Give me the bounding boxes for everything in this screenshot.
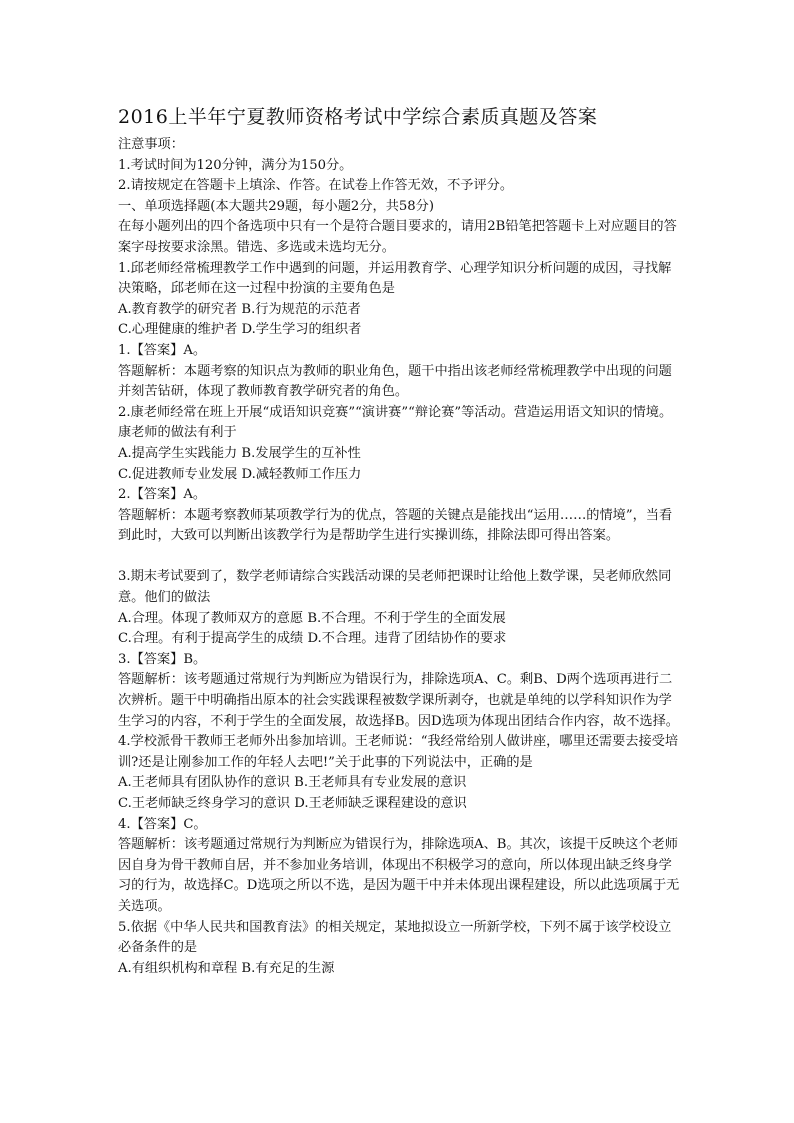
- question-analysis: 答题解析：本题考察教师某项教学行为的优点，答题的关键点是能找出“运用……的情境”，当看到此时，大致可以判断出该教学行为是帮助学生进行实操训练，排除法即可得出答案。: [118, 507, 673, 544]
- question-option: C.合理。有利于提高学生的成绩 D.不合理。违背了团结协作的要求: [118, 631, 507, 647]
- notice-heading: 注意事项：: [118, 137, 184, 152]
- question-answer: 3.【答案】B。: [118, 651, 207, 667]
- question-stem: 3.期末考试要到了，数学老师请综合实践活动课的吴老师把课时让给他上数学课，吴老师欣然同意。他们的做法: [118, 569, 672, 606]
- question-stem: 2.康老师经常在班上开展“成语知识竞赛”“演讲赛”“辩论赛”等活动。营造运用语文知识的情境。康老师的做法有利于: [118, 404, 673, 441]
- notice-item: 2.请按规定在答题卡上填涂、作答。在试卷上作答无效，不予评分。: [118, 178, 514, 194]
- question-option: A.王老师具有团队协作的意识 B.王老师具有专业发展的意识: [118, 775, 467, 791]
- question-stem: 4.学校派骨干教师王老师外出参加培训。王老师说：“我经常给别人做讲座，哪里还需要去接受培训?还是让刚参加工作的年轻人去吧!”关于此事的下列说法中，正确的是: [118, 734, 679, 770]
- question-analysis: 答题解析：该考题通过常规行为判断应为错误行为，排除选项A、C。剩B、D两个选项再进行二次辨析。题干中明确指出原本的社会实践课程被数学课所剥夺，也就是单纯的以学科知识作为学生学习的内容，不利于学生的全面发展，故选择B。因D选项为体现出团结合作内容，故不选择。: [118, 672, 679, 729]
- section-instruction: 在每小题列出的四个备选项中只有一个是符合题目要求的，请用2B铅笔把答题卡上对应题目的答案字母按要求涂黑。错选、多选或未选均无分。: [118, 219, 677, 255]
- question-analysis: 答题解析：本题考察的知识点为教师的职业角色，题干中指出该老师经常梳理教学中出现的问题并刻苦钻研，体现了教师教育教学研究者的角色。: [118, 363, 672, 400]
- question-option: A.提高学生实践能力 B.发展学生的互补性: [118, 445, 361, 461]
- question-answer: 2.【答案】A。: [118, 487, 207, 503]
- question-option: A.合理。体现了教师双方的意愿 B.不合理。不利于学生的全面发展: [118, 610, 506, 626]
- question-answer: 1.【答案】A。: [118, 342, 207, 358]
- question-option: C.王老师缺乏终身学习的意识 D.王老师缺乏课程建设的意识: [118, 796, 467, 811]
- question-analysis: 答题解析：该考题通过常规行为判断应为错误行为，排除选项A、B。其次，该提干反映这个老师因自身为骨干教师自居，并不参加业务培训，体现出不积极学习的意向，所以体现出缺乏终身学习的行为，故选择C。D选项之所以不选，是因为题干中并未体现出课程建设，所以此选项属于无关选项。: [118, 837, 680, 914]
- question-stem: 5.依据《中华人民共和国教育法》的相关规定，某地拟设立一所新学校，下列不属于该学校设立必备条件的是: [118, 919, 672, 956]
- document-page: [118, 104, 684, 979]
- blank-line: [118, 547, 684, 568]
- question-option: C.促进教师专业发展 D.减轻教师工作压力: [118, 466, 362, 482]
- question-answer: 4.【答案】C。: [118, 816, 207, 832]
- notice-item: 1.考试时间为120分钟，满分为150分。: [118, 157, 353, 173]
- section-heading: 一、单项选择题(本大题共29题，每小题2分，共58分): [118, 198, 434, 214]
- question-option: C.心理健康的维护者 D.学生学习的组织者: [118, 322, 362, 338]
- question-option: A.有组织机构和章程 B.有充足的生源: [118, 960, 335, 976]
- page-title: 2016上半年宁夏教师资格考试中学综合素质真题及答案: [118, 106, 598, 128]
- question-option: A.教育教学的研究者 B.行为规范的示范者: [118, 301, 361, 317]
- question-stem: 1.邱老师经常梳理教学工作中遇到的问题，并运用教育学、心理学知识分析问题的成因，寻找解决策略，邱老师在这一过程中扮演的主要角色是: [118, 260, 672, 297]
